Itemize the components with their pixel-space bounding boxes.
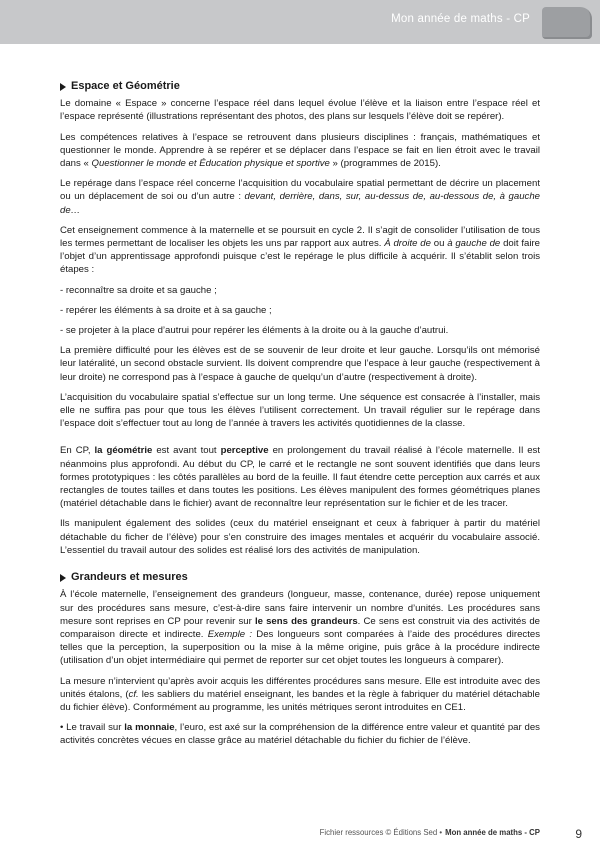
paragraph — [60, 675, 540, 715]
paragraph — [60, 721, 540, 747]
footer-text: Fichier ressources © Éditions Sed • — [319, 828, 443, 837]
text-run: » (programmes de 2015). — [329, 158, 441, 170]
text-run: . Ce sens est construit via des activités de comparaison directe et indirecte. — [60, 615, 540, 640]
text-run: La mesure n’intervient qu’après avoir acquis les différentes procédures sans mesure. Elle est introduite avec des unités étalons, ( — [60, 675, 540, 700]
text-run: Le repérage dans l’espace réel concerne l’acquisition du vocabulaire spatial permettant de décrire un placement ou un déplacement de soi ou d’un autre : — [60, 178, 540, 203]
triangle-bullet-icon — [60, 574, 66, 582]
italic-run: à gauche de — [447, 238, 501, 250]
text-run: en prolongement du travail réalisé à l’école maternelle. Il est néanmoins plus approfondi. Au début du CP, le carré et le rectangle ne sont souvent identifiés que dans leurs formes prototypiques : les côtés parallèles au bord de la feuille. Il faut étendre cette perception aux carrés et aux rectangles de toutes tailles et dans toutes les positions. Les élèves manipulent des formes géométriques planes (matériel détachable dans le fichier) avant de reconnaître leur représentation sur le fichier et de les tracer. — [60, 445, 540, 510]
paragraph — [60, 588, 540, 667]
text-run: ou — [430, 238, 448, 250]
italic-run: Questionner le monde et Éducation physique et sportive — [91, 158, 330, 170]
bold-run: perceptive — [220, 445, 269, 457]
paragraph: La première difficulté pour les élèves est de se souvenir de leur droite et leur gauche. Lorsqu’ils ont mémorisé leur latéralité, un second obstacle survient. Ils doivent comprendre que l’espace à leur gauche (respectivement à leur droite) ne correspond pas à l’espace à gauche de quelqu’un d’autre (respectivement à droite). — [60, 345, 540, 383]
paragraph — [60, 177, 540, 217]
text-run: À l’école maternelle, l’enseignement des grandeurs (longueur, masse, contenance, durée) repose uniquement sur des procédures sans mesure, c’est-à-dire sans faire intervenir un nombre d’unités. Les procédures sans mesure sont reprises en CP pour revenir sur — [60, 589, 540, 627]
list-item: - reconnaître sa droite et sa gauche ; — [60, 284, 217, 296]
paragraph — [60, 444, 540, 510]
header-title: Mon année de maths - CP — [391, 13, 530, 25]
paragraph — [60, 224, 540, 277]
italic-run: cf. — [128, 688, 139, 700]
italic-run: Exemple : — [207, 628, 252, 640]
text-run: Des longueurs sont comparées à l’aide des procédures directes telles que la perception, la superposition ou la mise à la même origine, puis grâce à la procédure indirecte (utilisation d’un objet intermédiaire qui permet de reporter sur cet objet toutes les longueurs à comparer). — [60, 628, 540, 667]
paragraph: Ils manipulent également des solides (ceux du matériel enseignant et ceux à fabriquer à partir du matériel détachable du ficher de l’élève) pour s’en construire des images mentales et acquérir du vocabulaire associé. L’essentiel du travail autour des solides est réalisé lors des activités de manipulation. — [60, 518, 540, 556]
text-run: Cet enseignement commence à la maternelle et se poursuit en cycle 2. Il s’agit de consolider l’utilisation de tous les termes permettant de localiser les objets les uns par rapport aux autres. — [60, 224, 540, 250]
text-run: doit faire l’objet d’un apprentissage approfondi puisque c’est le repérage le plus difficile à acquérir. Il s’établit selon trois étapes : — [60, 238, 540, 276]
header-tab — [542, 7, 592, 39]
bold-run: la monnaie — [124, 722, 175, 734]
header-band — [0, 0, 600, 44]
footer-brand: Mon année de maths - CP — [445, 828, 540, 837]
bold-run: le sens des grandeurs — [254, 615, 358, 627]
triangle-bullet-icon — [60, 83, 66, 91]
paragraph: Le domaine « Espace » concerne l’espace réel dans lequel évolue l’élève et la liaison entre l’espace réel et l’espace représenté (illustrations représentant des photos, des plans sur lesquels l’élève doit se repérer). — [60, 98, 540, 123]
text-run: • Le travail sur — [60, 722, 125, 734]
text-run: Les compétences relatives à l’espace se retrouvent dans plusieurs disciplines : français, mathématiques et questionner le monde. Apprendre à se repérer et se déplacer dans l’espace se fait en lien étroit avec le travail dans « — [60, 131, 540, 170]
page-content — [60, 80, 540, 755]
paragraph: L’acquisition du vocabulaire spatial s’effectue sur un long terme. Une séquence est consacrée à l’installer, mais elle ne suffira pas pour que tous les élèves l’utilisent correctement. Un travail régulier sur le repérage dans l’espace doit s’effectuer tout au long de l’année à travers les activités quotidiennes de la classe. — [60, 391, 540, 430]
section-heading-espace — [60, 80, 540, 93]
text-run: est avant tout — [152, 445, 221, 457]
italic-run: devant, derrière, dans, sur, au-dessus de, au-dessous de, à gauche de… — [60, 191, 540, 216]
page-number: 9 — [575, 827, 582, 841]
list-item: - repérer les éléments à sa droite et à sa gauche ; — [60, 304, 272, 316]
text-run: En CP, — [60, 445, 95, 457]
section-heading-text: Grandeurs et mesures — [71, 571, 188, 584]
section-heading-text: Espace et Géométrie — [71, 80, 180, 92]
list-item: - se projeter à la place d’autrui pour repérer les éléments à la droite ou à la gauche d’autrui. — [60, 325, 449, 337]
paragraph — [60, 131, 540, 171]
text-run: les sabliers du matériel enseignant, les bandes et la règle à fabriquer du matériel détachable du fichier élève). Conformément au programme, les unités métriques seront introduites en CE1. — [60, 688, 540, 713]
section-heading-grandeurs — [60, 571, 540, 584]
bold-run: la géométrie — [94, 445, 153, 457]
italic-run: À droite de — [384, 238, 431, 250]
text-run: , l’euro, est axé sur la compréhension de la différence entre valeur et quantité par des activités concrètes vécues en classe grâce au matériel détachable du fichier du fichier de l’élève. — [60, 722, 540, 747]
footer — [320, 828, 540, 837]
